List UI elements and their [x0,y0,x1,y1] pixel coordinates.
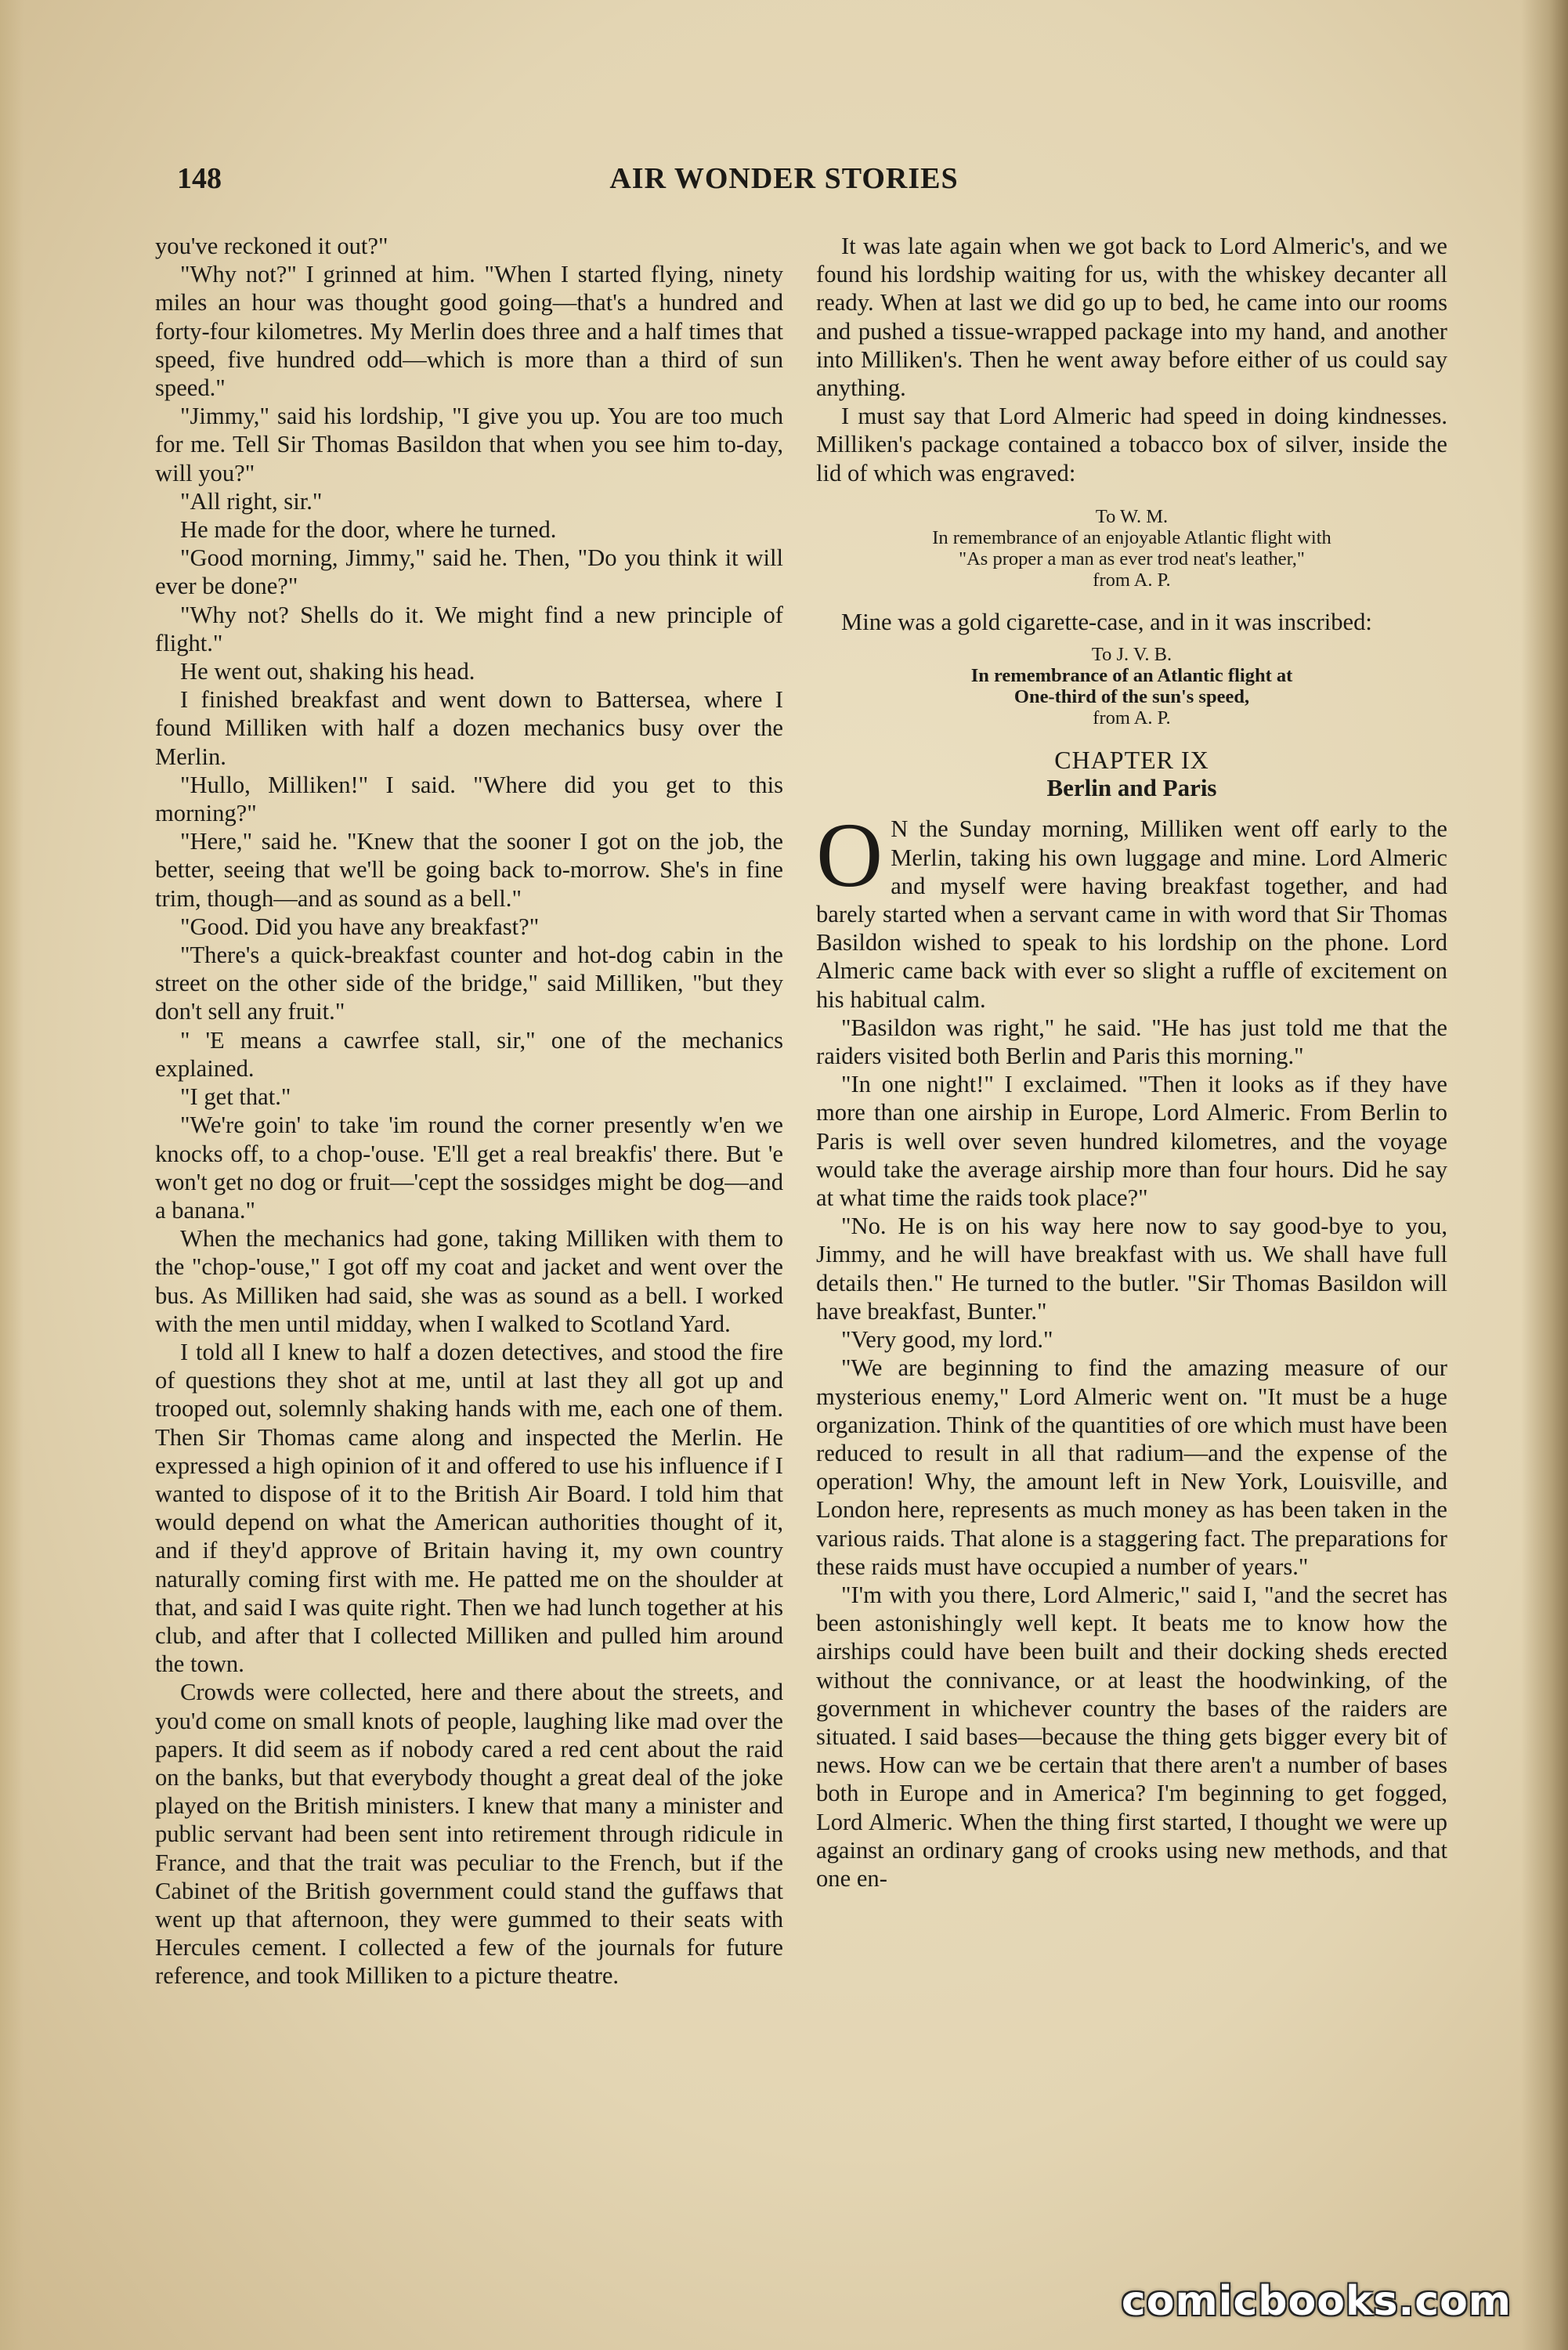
paragraph: "Good. Did you have any breakfast?" [180,913,540,940]
paragraph: "I get that." [180,1083,291,1111]
paragraph: I told all I knew to half a dozen detectives, and stood the fire of questions they shot at me, until at last they all got up and trooped out, solemnly shaking hands with me, each one of them. Then Sir Thomas came along and inspected the Merlin. He expressed a high opinion of it and offered to use his influence if I wanted to dispose of it to the British Air Board. I told him that would depend on what the American authorities thought of it, and if they'd approve of Britain having it, my own country naturally coming first with me. He patted me on the shoulder at that, and said I was quite right. Then we had lunch together at his club, and after that I collected Milliken and pulled him around the town. [155,1338,783,1678]
paragraph: "Why not? Shells do it. We might find a new principle of flight." [155,601,783,656]
inscription-line: In remembrance of an Atlantic flight at [970,665,1293,687]
paragraph: I must say that Lord Almeric had speed in doing kindnesses. Milliken's package contained a tobacco box of silver, inside the lid of which was engraved: [816,403,1447,486]
chapter-opening-paragraph [816,804,1447,1013]
inscription-line: To J. V. B. [1091,644,1172,666]
paragraph: "Here," said he. "Knew that the sooner I got on the job, the better, seeing that we'll be going back to-morrow. She's in fine trim, though—and as sound as a bell." [155,828,783,912]
paragraph: "We're goin' to take 'im round the corner presently w'en we knocks off, to a chop-'ouse. 'E'll get a real breakfis' there. But 'e won't get no dog or fruit—'cept the sossidges might be dog—and a banana." [155,1112,783,1224]
chapter-number: CHAPTER IX [1054,746,1209,775]
paragraph: " 'E means a cawrfee stall, sir," one of the mechanics explained. [155,1026,783,1082]
paragraph: Mine was a gold cigarette-case, and in it was inscribed: [841,608,1372,635]
inscription-cigarette-case [816,644,1447,728]
left-column [155,232,783,1990]
paragraph: "Very good, my lord." [841,1326,1053,1354]
inscription-tobacco-box [816,506,1447,591]
paragraph: "Hullo, Milliken!" I said. "Where did you get to this morning?" [155,771,783,827]
paragraph: "Why not?" I grinned at him. "When I started flying, ninety miles an hour was thought good going—that's a hundred and forty-four kilometres. My Merlin does three and a half times that speed, five hundred odd—which is more than a third of sun speed." [155,261,783,402]
drop-cap: O [816,804,883,907]
inscription-line: In remembrance of an enjoyable Atlantic flight with [932,526,1331,548]
page-edge-right [1521,0,1568,2350]
paragraph: "Good morning, Jimmy," said he. Then, "Do you think it will ever be done?" [155,544,783,600]
paragraph: Crowds were collected, here and there about the streets, and you'd come on small knots of people, laughing like mad over the papers. It did seem as if nobody cared a red cent about the raid on the banks, but that everybody thought a great deal of the joke played on the British ministers. I knew that many a minister and public servant had been sent into retirement through ridicule in France, and that the trait was peculiar to the French, but if the Cabinet of the British government could stand the guffaws that went up that afternoon, they were gummed to their seats with Hercules cement. I collected a few of the journals for future reference, and took Milliken to a picture theatre. [155,1679,783,1990]
paragraph: "There's a quick-breakfast counter and hot-dog cabin in the street on the other side of the bridge," said Milliken, "but they don't sell any fruit." [155,942,783,1025]
paragraph: you've reckoned it out?" [155,233,388,259]
magazine-title: AIR WONDER STORIES [609,162,959,195]
paragraph: "We are beginning to find the amazing measure of our mysterious enemy," Lord Almeric went on. "It must be a huge organization. Think of the quantities of ore which must have been reduced to result in all that radium—and the expense of the operation! Why, the amount left in New York, Louisville, and London here, represents as much money as has been taken in the various raids. That alone is a staggering fact. The preparations for these raids must have occupied a number of years." [816,1354,1447,1580]
page-number: 148 [177,162,222,195]
watermark: comicbooks.com [1121,2278,1512,2325]
paragraph: He made for the door, where he turned. [180,516,557,544]
paragraph: "Basildon was right," he said. "He has just told me that the raiders visited both Berlin and Paris this morning." [816,1014,1447,1070]
paragraph: "Jimmy," said his lordship, "I give you up. You are too much for me. Tell Sir Thomas Basildon that when you see him to-day, will you?" [155,403,783,486]
paragraph: It was late again when we got back to Lord Almeric's, and we found his lordship waiting for us, with the whiskey decanter all ready. When at last we did go up to bed, he came into our rooms and pushed a tissue-wrapped package into my hand, and another into Milliken's. Then he went away before either of us could say anything. [816,233,1447,402]
inscription-line: One-third of the sun's speed, [1013,686,1250,708]
paragraph: "All right, sir." [180,487,323,515]
chapter-title: Berlin and Paris [1046,774,1217,802]
inscription-line: To W. M. [1095,505,1169,527]
right-column [816,232,1447,1893]
inscription-line: "As proper a man as ever trod neat's leather," [959,548,1305,569]
paragraph: I finished breakfast and went down to Battersea, where I found Milliken with half a dozen mechanics busy over the Merlin. [155,686,783,770]
paragraph: "In one night!" I exclaimed. "Then it looks as if they have more than one airship in Europe, Lord Almeric. From Berlin to Paris is well over seven hundred kilometres, and the voyage would take the average airship more than four hours. Did he say at what time the raids took place?" [816,1071,1447,1212]
paragraph: When the mechanics had gone, taking Milliken with them to the "chop-'ouse," I got off my coat and jacket and went over the bus. As Milliken had said, she was as sound as a bell. I worked with the men until midday, when I walked to Scotland Yard. [155,1225,783,1337]
paragraph: "No. He is on his way here now to say good-bye to you, Jimmy, and he will have breakfast with us. We shall have full details then." He turned to the butler. "Sir Thomas Basildon will have breakfast, Bunter." [816,1213,1447,1325]
inscription-line: from A. P. [1093,707,1171,729]
inscription-line: from A. P. [1093,569,1171,591]
page-edge-left [0,0,23,2350]
chapter-opening-text: N the Sunday morning, Milliken went off early to the Merlin, taking his own luggage and mine. Lord Almeric and myself were having breakfast together, and had barely started when a servant came in with word that Sir Thomas Basildon wished to speak to his lordship on the phone. Lord Almeric came back with ever so slight a ruffle of excitement on his habitual calm. [816,815,1447,1013]
paragraph: "I'm with you there, Lord Almeric," said I, "and the secret has been astonishingly well kept. It beats me to know how the airships could have been built and their docking sheds erected without the connivance, or at least the hoodwinking, of the government in whichever country the bases of the raiders are situated. I said bases—because the thing gets bigger every bit of news. How can we be certain that there aren't a number of bases both in Europe and in America? I'm beginning to get fogged, Lord Almeric. When the thing first started, I thought we were up against an ordinary gang of crooks using new methods, and that one en- [816,1581,1447,1892]
paragraph: He went out, shaking his head. [180,658,475,685]
